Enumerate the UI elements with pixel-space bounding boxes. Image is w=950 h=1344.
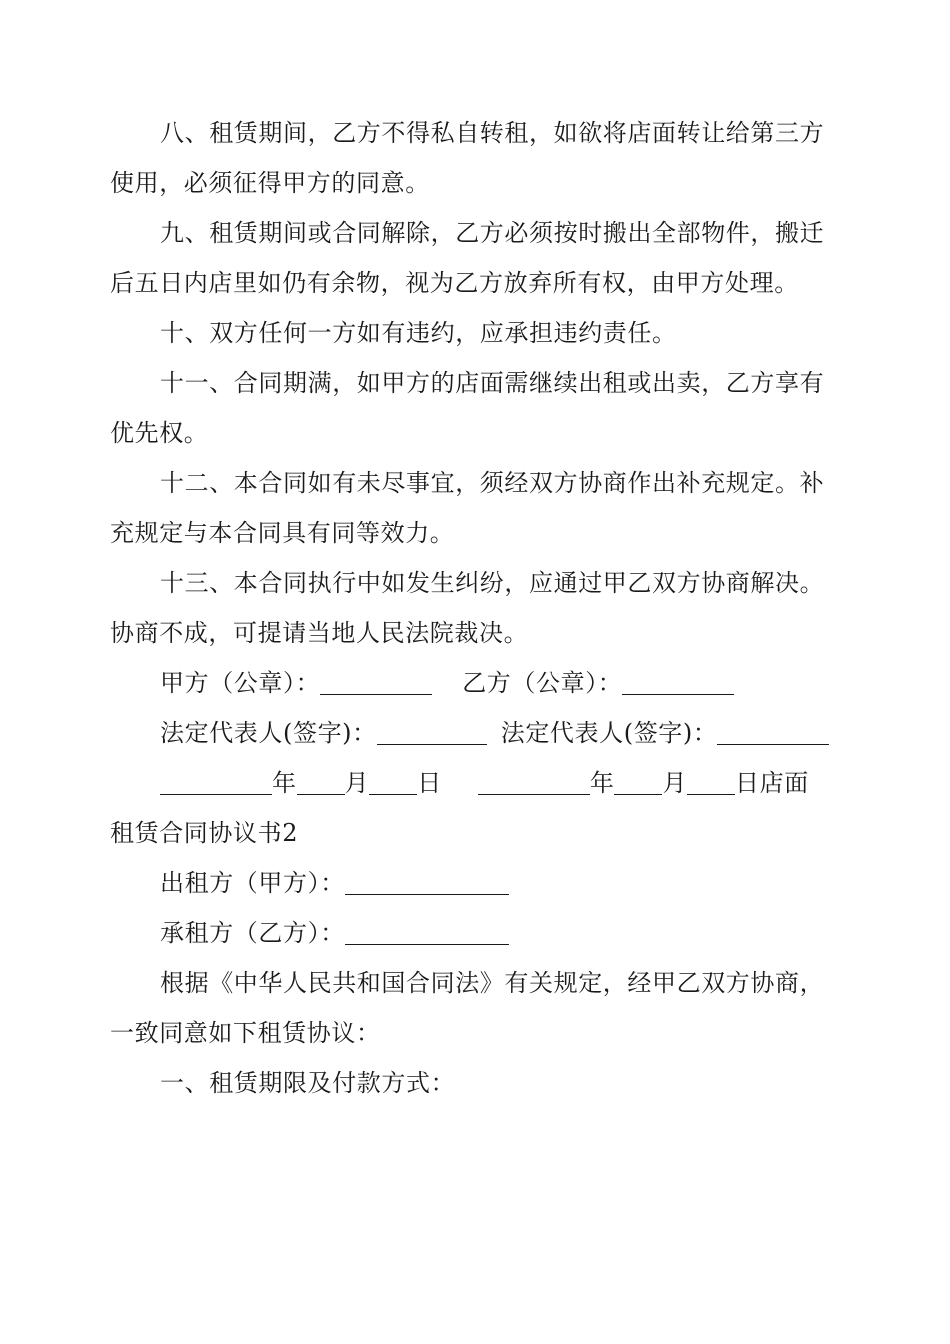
clause-13-line-1: 十三、本合同执行中如发生纠纷，应通过甲乙双方协商解决。 xyxy=(160,569,825,597)
seal-line xyxy=(110,658,845,708)
date-a-year-blank[interactable] xyxy=(160,766,272,795)
rep-a-blank[interactable] xyxy=(377,716,487,745)
clause-11-line-1: 十一、合同期满，如甲方的店面需继续出租或出卖，乙方享有 xyxy=(160,369,825,397)
clause-9-line-1: 九、租赁期间或合同解除，乙方必须按时搬出全部物件，搬迁 xyxy=(160,219,825,247)
party-a-seal-blank[interactable] xyxy=(320,666,432,695)
date-b-year-blank[interactable] xyxy=(478,766,590,795)
date-a-day-label: 日 xyxy=(417,769,442,797)
clause-12-line-1: 十二、本合同如有未尽事宜，须经双方协商作出补充规定。补 xyxy=(160,469,825,497)
rep-b-label: 法定代表人(签字)： xyxy=(500,719,718,747)
date-b-day-blank[interactable] xyxy=(687,766,735,795)
clause-12-line-2: 充规定与本合同具有同等效力。 xyxy=(110,519,455,547)
party-b-seal-label: 乙方（公章）： xyxy=(462,669,623,697)
lessor-blank[interactable] xyxy=(345,866,509,895)
clause-8-line-2: 使用，必须征得甲方的同意。 xyxy=(110,169,430,197)
clause-9-line-2: 后五日内店里如仍有余物，视为乙方放弃所有权，由甲方处理。 xyxy=(110,269,799,297)
lessee-line xyxy=(110,908,845,958)
lessee-blank[interactable] xyxy=(345,916,509,945)
party-a-seal-label: 甲方（公章）： xyxy=(160,669,321,697)
date-line xyxy=(110,758,845,808)
date-a-day-blank[interactable] xyxy=(369,766,417,795)
intro-line-1: 根据《中华人民共和国合同法》有关规定，经甲乙双方协商， xyxy=(160,969,825,997)
date-a-month-label: 月 xyxy=(344,769,370,797)
representative-line xyxy=(110,708,845,758)
date-a-year-label: 年 xyxy=(272,769,297,797)
date-b-month-blank[interactable] xyxy=(614,766,662,795)
date-a-month-blank[interactable] xyxy=(297,766,345,795)
date-b-day-title-head: 日店面 xyxy=(735,769,809,797)
document-page xyxy=(110,108,845,1108)
clause-8-line-1: 八、租赁期间，乙方不得私自转租，如欲将店面转让给第三方 xyxy=(160,119,825,147)
lessor-label: 出租方（甲方）： xyxy=(160,869,345,897)
rep-b-blank[interactable] xyxy=(717,716,829,745)
lessor-line xyxy=(110,858,845,908)
clause-13-line-2: 协商不成，可提请当地人民法院裁决。 xyxy=(110,619,529,647)
intro-line-2: 一致同意如下租赁协议： xyxy=(110,1019,381,1047)
lessee-label: 承租方（乙方）： xyxy=(160,919,345,947)
date-b-month-label: 月 xyxy=(662,769,688,797)
date-b-year-label: 年 xyxy=(589,769,615,797)
clause-10-line-1: 十、双方任何一方如有违约，应承担违约责任。 xyxy=(160,319,677,347)
second-contract-title: 租赁合同协议书2 xyxy=(110,819,299,847)
section-1-heading: 一、租赁期限及付款方式： xyxy=(160,1069,456,1097)
rep-a-label: 法定代表人(签字)： xyxy=(160,719,377,747)
party-b-seal-blank[interactable] xyxy=(622,666,734,695)
clause-11-line-2: 优先权。 xyxy=(110,419,209,447)
